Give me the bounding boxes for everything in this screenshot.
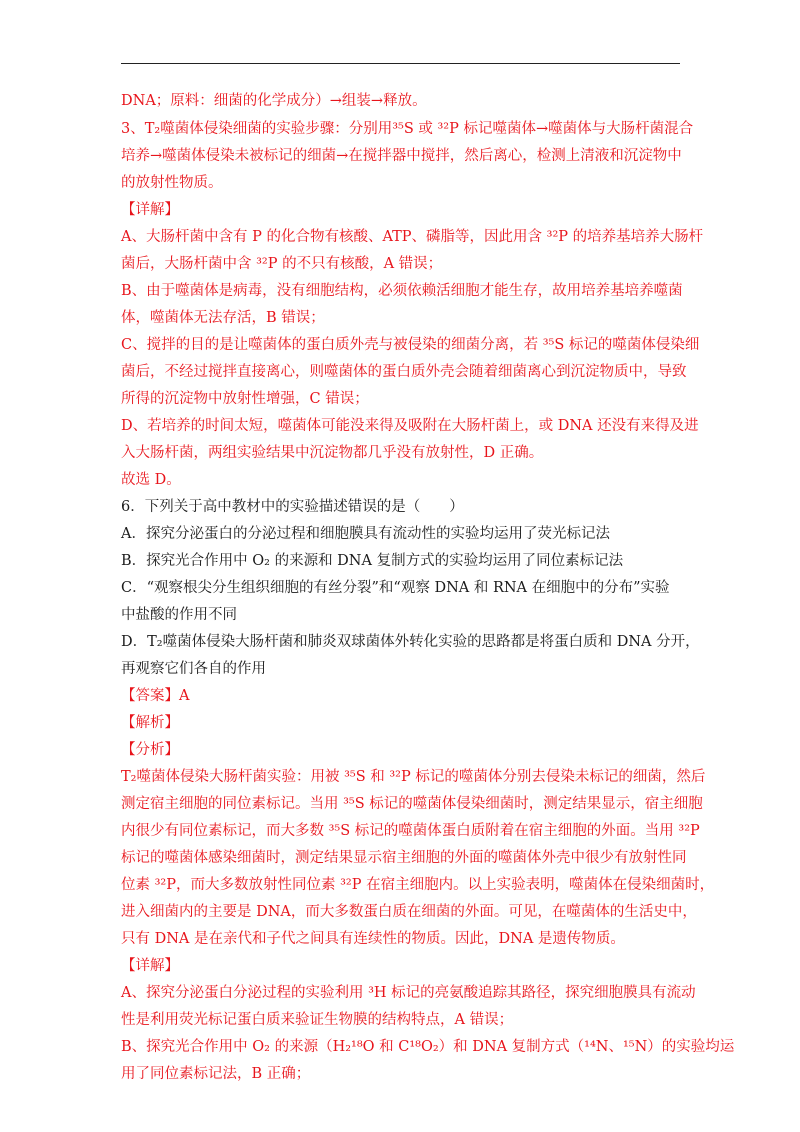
text-line: 【解析】 xyxy=(121,715,179,731)
text-line: 【答案】A xyxy=(121,688,190,704)
text-line: A．探究分泌蛋白的分泌过程和细胞膜具有流动性的实验均运用了荧光标记法 xyxy=(121,526,610,542)
text-line: D．T₂噬菌体侵染大肠杆菌和肺炎双球菌体外转化实验的思路都是将蛋白质和 DNA 分开， xyxy=(121,634,700,650)
text-line: A、探究分泌蛋白分泌过程的实验利用 ³H 标记的亮氨酸追踪其路径，探究细胞膜具有流动 xyxy=(121,985,696,1001)
text-line: 3、T₂噬菌体侵染细菌的实验步骤：分别用³⁵S 或 ³²P 标记噬菌体→噬菌体与大肠杆菌混合 xyxy=(121,121,694,137)
text-line: 的放射性物质。 xyxy=(121,175,223,191)
text-line: 入大肠杆菌，两组实验结果中沉淀物都几乎没有放射性，D 正确。 xyxy=(121,445,544,461)
text-line: 【分析】 xyxy=(121,742,179,758)
text-line: 只有 DNA 是在亲代和子代之间具有连续性的物质。因此，DNA 是遗传物质。 xyxy=(121,931,625,947)
text-line: 测定宿主细胞的同位素标记。当用 ³⁵S 标记的噬菌体侵染细菌时，测定结果显示，宿主细胞 xyxy=(121,796,703,812)
text-line: 所得的沉淀物中放射性增强，C 错误； xyxy=(121,391,369,407)
text-line: 再观察它们各自的作用 xyxy=(121,661,266,677)
text-line: 位素 ³²P，而大多数放射性同位素 ³²P 在宿主细胞内。以上实验表明，噬菌体在侵染细菌时， xyxy=(121,877,715,893)
header-rule xyxy=(121,63,680,64)
text-line: 故选 D。 xyxy=(121,472,181,488)
text-line: D、若培养的时间太短，噬菌体可能没来得及吸附在大肠杆菌上，或 DNA 还没有来得及进 xyxy=(121,418,699,434)
text-line: 标记的噬菌体感染细菌时，测定结果显示宿主细胞的外面的噬菌体外壳中很少有放射性同 xyxy=(121,850,687,866)
text-line: 中盐酸的作用不同 xyxy=(121,607,237,623)
text-line: 性是利用荧光标记蛋白质来验证生物膜的结构特点，A 错误； xyxy=(121,1012,514,1028)
text-line: C、搅拌的目的是让噬菌体的蛋白质外壳与被侵染的细菌分离，若 ³⁵S 标记的噬菌体侵染细 xyxy=(121,337,700,353)
text-line: 菌后，不经过搅拌直接离心，则噬菌体的蛋白质外壳会随着细菌离心到沉淀物质中，导致 xyxy=(121,364,687,380)
text-line: 【详解】 xyxy=(121,958,179,974)
text-line: B、探究光合作用中 O₂ 的来源（H₂¹⁸O 和 C¹⁸O₂）和 DNA 复制方式（¹⁴N、¹⁵N）的实验均运 xyxy=(121,1039,735,1055)
text-line: 培养→噬菌体侵染未被标记的细菌→在搅拌器中搅拌，然后离心，检测上清液和沉淀物中 xyxy=(121,148,682,164)
text-line: 进入细菌内的主要是 DNA，而大多数蛋白质在细菌的外面。可见，在噬菌体的生活史中， xyxy=(121,904,697,920)
text-line: B、由于噬菌体是病毒，没有细胞结构，必须依赖活细胞才能生存，故用培养基培养噬菌 xyxy=(121,283,683,299)
text-line: 6．下列关于高中教材中的实验描述错误的是（ ） xyxy=(121,499,464,515)
text-line: 内很少有同位素标记，而大多数 ³⁵S 标记的噬菌体蛋白质附着在宿主细胞的外面。当用 ³²P xyxy=(121,823,700,839)
text-line: C．“观察根尖分生组织细胞的有丝分裂”和“观察 DNA 和 RNA 在细胞中的分布”实验 xyxy=(121,580,670,596)
text-line: 用了同位素标记法，B 正确； xyxy=(121,1066,311,1082)
text-line: DNA；原料：细菌的化学成分）→组装→释放。 xyxy=(121,93,427,109)
text-line: T₂噬菌体侵染大肠杆菌实验：用被 ³⁵S 和 ³²P 标记的噬菌体分别去侵染未标记的细菌，然后 xyxy=(121,769,706,785)
text-line: 体，噬菌体无法存活，B 错误； xyxy=(121,310,325,326)
text-line: A、大肠杆菌中含有 P 的化合物有核酸、ATP、磷脂等，因此用含 ³²P 的培养基培养大肠杆 xyxy=(121,229,704,245)
text-line: 菌后，大肠杆菌中含 ³²P 的不只有核酸，A 错误； xyxy=(121,256,443,272)
text-line: 【详解】 xyxy=(121,202,179,218)
text-line: B．探究光合作用中 O₂ 的来源和 DNA 复制方式的实验均运用了同位素标记法 xyxy=(121,553,624,569)
